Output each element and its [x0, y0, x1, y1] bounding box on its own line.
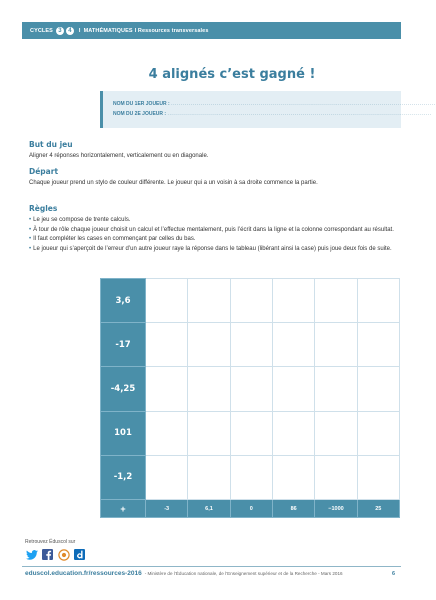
rules-section: [29, 204, 401, 254]
grid-cell[interactable]: [146, 323, 188, 367]
footer-divider: [22, 566, 401, 567]
grid-cell[interactable]: [230, 411, 272, 455]
start-title: Départ: [29, 167, 59, 176]
row-header: -1,2: [101, 455, 146, 499]
bullet-icon: •: [29, 226, 32, 233]
start-text: Chaque joueur prend un stylo de couleur différente. Le joueur qui a un voisin à sa droite commence la partie.: [29, 180, 318, 186]
bullet-icon: •: [29, 217, 32, 223]
goal-section: [29, 140, 401, 162]
start-section: [29, 167, 401, 189]
grid-cell[interactable]: [230, 367, 272, 411]
grid-cell[interactable]: [146, 367, 188, 411]
column-header: 25: [357, 500, 399, 518]
players-box: [100, 91, 436, 128]
page-number: 6: [391, 570, 395, 577]
eduscol-circle-icon[interactable]: [57, 548, 70, 561]
grid-row: [101, 411, 400, 455]
rule-item: • Il faut compléter les cases en commençant par celles du bas.: [29, 236, 196, 242]
grid-row: [101, 455, 400, 499]
grid-cell[interactable]: [146, 411, 188, 455]
header-separator: I: [78, 27, 81, 34]
rule-item: • Le jeu se compose de trente calculs.: [29, 217, 131, 223]
page-title: 4 alignés c’est gagné !: [148, 67, 316, 82]
player2-line[interactable]: [113, 109, 433, 119]
social-links: [25, 539, 86, 561]
cycles-label: CYCLES: [30, 27, 53, 34]
bullet-icon: •: [29, 236, 32, 242]
grid-cell[interactable]: [357, 323, 399, 367]
grid-cell[interactable]: [315, 279, 357, 323]
grid-cell[interactable]: [272, 411, 314, 455]
column-header: −1000: [315, 500, 357, 518]
grid-cell[interactable]: [188, 455, 230, 499]
column-header: 6,1: [188, 500, 230, 518]
footer-url-link[interactable]: eduscol.education.fr/ressources-2016: [25, 570, 142, 577]
grid-cell[interactable]: [272, 279, 314, 323]
grid-cell[interactable]: [146, 279, 188, 323]
goal-title: But du jeu: [29, 140, 73, 149]
row-header: 3,6: [101, 279, 146, 323]
grid-cell[interactable]: [315, 411, 357, 455]
game-grid: [100, 278, 400, 518]
grid-cell[interactable]: [272, 323, 314, 367]
bullet-icon: •: [29, 245, 32, 252]
row-header: -17: [101, 323, 146, 367]
grid-cell[interactable]: [357, 411, 399, 455]
grid-cell[interactable]: [188, 411, 230, 455]
goal-text: Aligner 4 réponses horizontalement, verticalement ou en diagonale.: [29, 153, 209, 159]
grid-footer-row: [101, 500, 400, 518]
grid-cell[interactable]: [272, 367, 314, 411]
player1-label: NOM DU 1ER JOUEUR :: [113, 101, 170, 107]
grid-cell[interactable]: [188, 279, 230, 323]
grid-cell[interactable]: [315, 455, 357, 499]
cycle-number-3: 3: [56, 27, 64, 35]
player2-label: NOM DU 2E JOUEUR :: [113, 111, 167, 117]
twitter-icon[interactable]: [25, 548, 38, 561]
rules-title: Règles: [29, 204, 58, 213]
grid-cell[interactable]: [230, 455, 272, 499]
player1-line[interactable]: [113, 99, 436, 109]
grid-row: [101, 367, 400, 411]
grid-cell[interactable]: [146, 455, 188, 499]
header-bar: [22, 22, 401, 39]
corner-plus: +: [101, 500, 146, 518]
grid-cell[interactable]: [315, 367, 357, 411]
footer: [25, 570, 395, 577]
grid-cell[interactable]: [272, 455, 314, 499]
column-header: 86: [272, 500, 314, 518]
grid-cell[interactable]: [188, 367, 230, 411]
grid-cell[interactable]: [315, 323, 357, 367]
social-label: Retrouvez Éduscol sur: [25, 539, 76, 545]
grid-cell[interactable]: [188, 323, 230, 367]
grid-row: [101, 323, 400, 367]
grid-row: [101, 279, 400, 323]
grid-cell[interactable]: [230, 279, 272, 323]
player1-field[interactable]: .....................................................................................................................................: [171, 101, 436, 107]
player2-field[interactable]: .....................................................................................................................................: [167, 111, 433, 117]
grid-cell[interactable]: [357, 455, 399, 499]
facebook-icon[interactable]: [41, 548, 54, 561]
cycle-number-4: 4: [66, 27, 74, 35]
header-subject: MATHÉMATIQUES: [83, 27, 133, 34]
dailymotion-icon[interactable]: [73, 548, 86, 561]
grid-cell[interactable]: [230, 323, 272, 367]
footer-credit: - Ministère de l’Éducation nationale, de l’Enseignement supérieur et de la Recherche - Mars 2016: [144, 571, 343, 576]
grid-cell[interactable]: [357, 279, 399, 323]
rule-item: • À tour de rôle chaque joueur choisit un calcul et l’effectue mentalement, puis l’écrit dans la ligne et la colonne correspondant au résultat.: [29, 226, 394, 233]
row-header: 101: [101, 411, 146, 455]
column-header: -3: [146, 500, 188, 518]
row-header: -4,25: [101, 367, 146, 411]
header-category: I Ressources transversales: [134, 27, 209, 34]
column-header: 0: [230, 500, 272, 518]
grid-cell[interactable]: [357, 367, 399, 411]
rule-item: • Le joueur qui s’aperçoit de l’erreur d’un autre joueur raye la réponse dans le tableau (libérant ainsi la case) puis joue deux fois de suite.: [29, 245, 392, 252]
